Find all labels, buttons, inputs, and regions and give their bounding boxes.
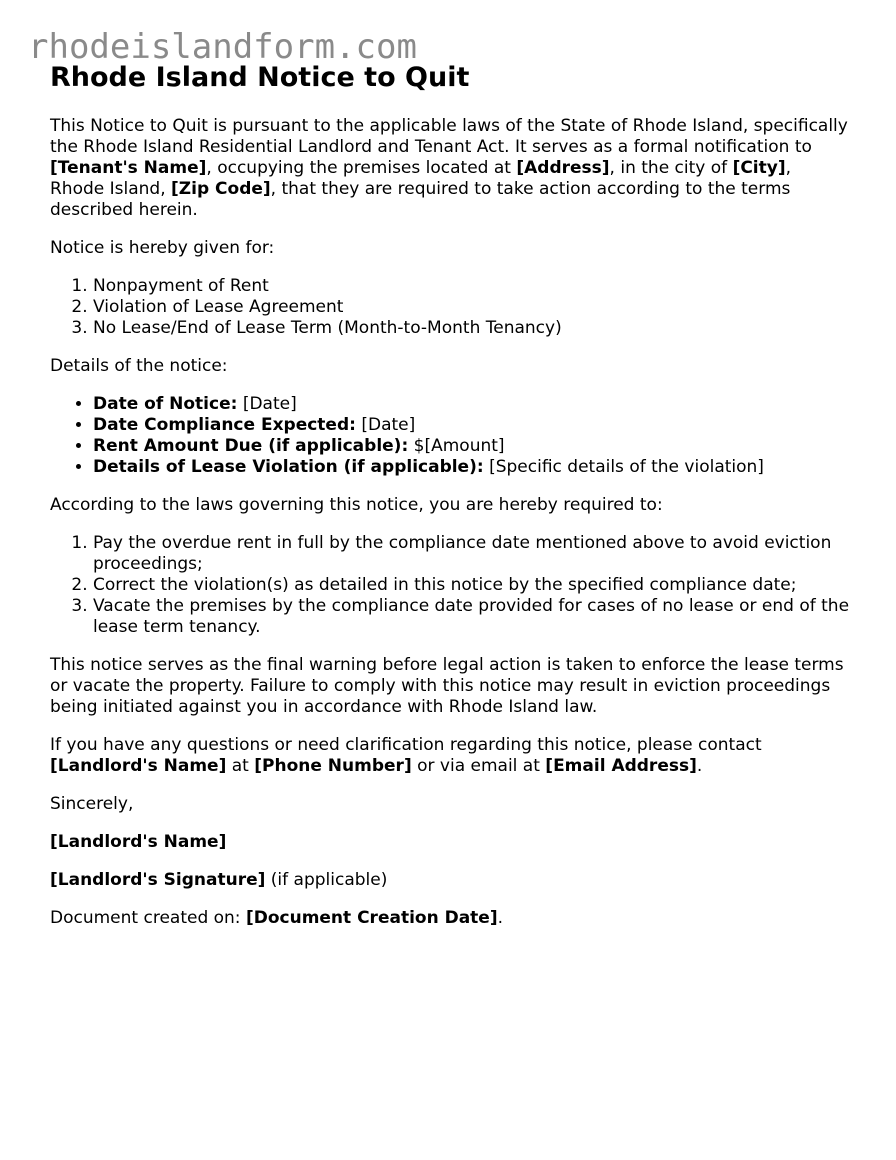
contact-text-2: at [226,756,255,776]
created-suffix: . [497,908,504,928]
detail-value: [Date] [355,415,416,435]
watermark: rhodeislandform.com [28,27,417,67]
detail-label: Date of Notice: [93,394,238,414]
detail-label: Date Compliance Expected: [93,415,356,435]
signature-label: [Landlord's Signature] [50,870,266,890]
list-item: 3. Vacate the premises by the compliance date provided for cases of no lease or end of the lease term tenancy. [93,596,850,638]
intro-text-2: , occupying the premises located at [206,158,517,178]
requirements-list [50,533,850,638]
details-list [50,394,850,478]
tenant-name-placeholder: [Tenant's Name] [50,158,207,178]
list-item: 2. Violation of Lease Agreement [93,297,850,318]
signature-line [50,870,850,891]
contact-text-3: or via email at [411,756,546,776]
list-item [93,394,850,415]
page-title: Rhode Island Notice to Quit [50,62,470,93]
list-item [93,436,850,457]
list-item [93,415,850,436]
detail-label: Details of Lease Violation (if applicable): [93,457,484,477]
contact-paragraph [50,735,850,777]
landlord-name-line [50,832,850,853]
contact-text-1: If you have any questions or need clarification regarding this notice, please contact [50,735,762,755]
reasons-list [50,276,850,339]
created-date: [Document Creation Date] [245,908,498,928]
list-item: 1. Nonpayment of Rent [93,276,850,297]
created-prefix: Document created on: [50,908,246,928]
list-item [93,457,850,478]
intro-text-3: , in the city of [609,158,733,178]
notice-given-heading: Notice is hereby given for: [50,238,275,258]
detail-value: $[Amount] [408,436,505,456]
detail-label: Rent Amount Due (if applicable): [93,436,409,456]
closing: Sincerely, [50,794,134,814]
signature-suffix: (if applicable) [265,870,388,890]
zip-placeholder: [Zip Code] [171,179,271,199]
landlord-name-placeholder: [Landlord's Name] [50,756,227,776]
document-body [50,62,850,946]
contact-text-4: . [696,756,703,776]
address-placeholder: [Address] [516,158,610,178]
landlord-name: [Landlord's Name] [50,832,227,852]
intro-text-4: , Rhode Island, [50,158,792,199]
list-item: 1. Pay the overdue rent in full by the compliance date mentioned above to avoid eviction proceedings; [93,533,850,575]
list-item: 3. No Lease/End of Lease Term (Month-to-Month Tenancy) [93,318,850,339]
detail-value: [Date] [237,394,297,414]
details-heading: Details of the notice: [50,356,228,376]
email-placeholder: [Email Address] [545,756,697,776]
warning-paragraph: This notice serves as the final warning before legal action is taken to enforce the lease terms or vacate the property. Failure to comply with this notice may result in eviction proceedings being initiated against you in accordance with Rhode Island law. [50,655,844,717]
phone-placeholder: [Phone Number] [254,756,412,776]
detail-value: [Specific details of the violation] [483,457,764,477]
created-line [50,908,850,929]
intro-paragraph [50,116,850,221]
requirements-heading: According to the laws governing this notice, you are hereby required to: [50,495,663,515]
city-placeholder: [City] [732,158,786,178]
list-item: 2. Correct the violation(s) as detailed in this notice by the specified compliance date; [93,575,850,596]
intro-text-1: This Notice to Quit is pursuant to the applicable laws of the State of Rhode Island, specifically the Rhode Island Residential Landlord and Tenant Act. It serves as a formal notification to [50,116,848,157]
intro-text-5: , that they are required to take action according to the terms described herein. [50,179,791,220]
